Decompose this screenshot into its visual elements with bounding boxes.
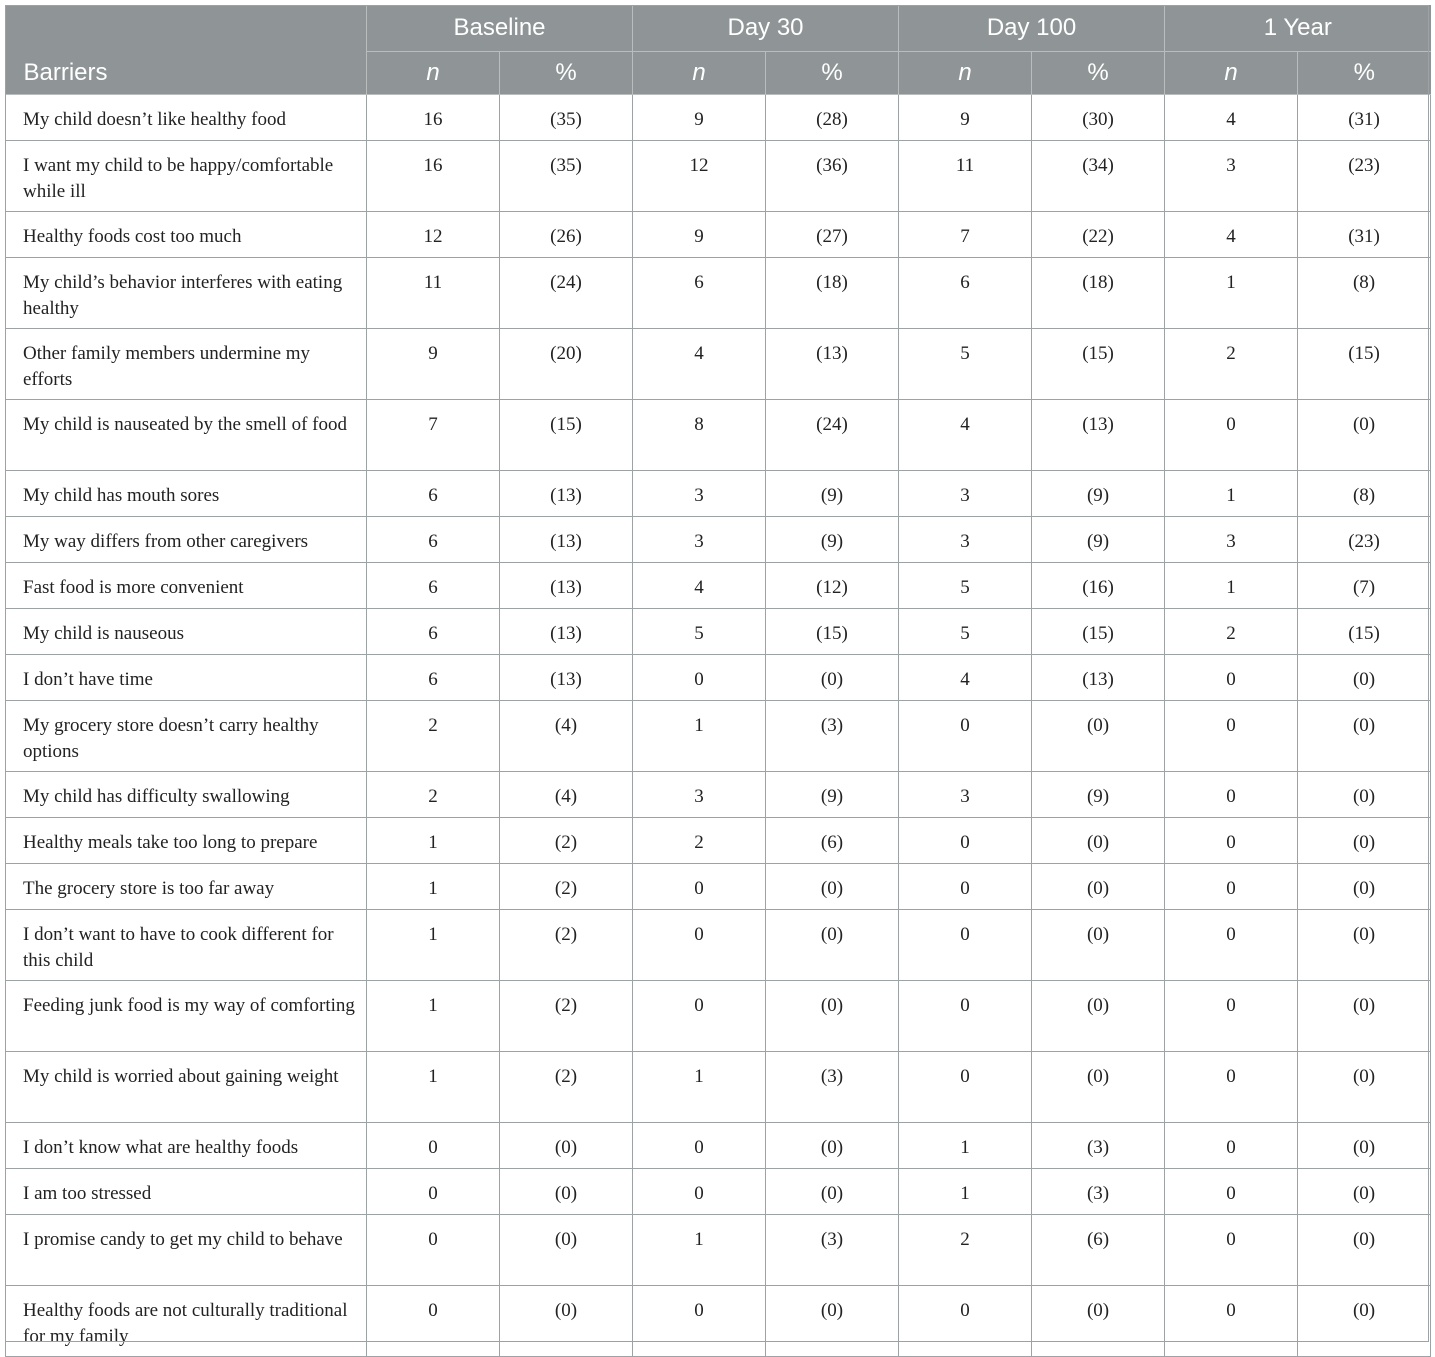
count-cell: 4 [1165, 95, 1298, 141]
count-cell: 3 [633, 471, 766, 517]
count-cell: 2 [367, 701, 500, 772]
percent-cell: (0) [766, 1169, 899, 1215]
count-cell: 0 [899, 701, 1032, 772]
subheader-n: n [1165, 52, 1298, 95]
percent-cell: (15) [1032, 329, 1165, 400]
percent-cell: (0) [500, 1215, 633, 1286]
percent-cell: (34) [1032, 141, 1165, 212]
percent-cell: (0) [766, 1286, 899, 1357]
table-row [6, 400, 1431, 471]
percent-cell: (13) [500, 471, 633, 517]
percent-cell: (0) [1298, 981, 1431, 1052]
percent-cell: (0) [766, 1123, 899, 1169]
count-cell: 3 [633, 772, 766, 818]
percent-cell: (2) [500, 1052, 633, 1123]
count-cell: 8 [633, 400, 766, 471]
count-cell: 2 [1165, 609, 1298, 655]
percent-cell: (18) [1032, 258, 1165, 329]
count-cell: 0 [899, 1286, 1032, 1357]
percent-cell: (0) [1298, 772, 1431, 818]
count-cell: 0 [633, 1123, 766, 1169]
table-row [6, 609, 1431, 655]
percent-cell: (24) [500, 258, 633, 329]
percent-cell: (13) [766, 329, 899, 400]
percent-cell: (0) [1298, 1215, 1431, 1286]
percent-cell: (0) [1298, 1286, 1431, 1357]
count-cell: 3 [899, 471, 1032, 517]
count-cell: 12 [367, 212, 500, 258]
table-row [6, 910, 1431, 981]
count-cell: 9 [899, 95, 1032, 141]
percent-cell: (2) [500, 910, 633, 981]
barrier-label: My child’s behavior interferes with eating healthy [6, 258, 367, 329]
percent-cell: (13) [1032, 655, 1165, 701]
count-cell: 2 [633, 818, 766, 864]
percent-cell: (0) [500, 1286, 633, 1357]
count-cell: 7 [367, 400, 500, 471]
count-cell: 4 [1165, 212, 1298, 258]
count-cell: 9 [633, 95, 766, 141]
percent-cell: (0) [1298, 701, 1431, 772]
group-header-day-30: Day 30 [633, 5, 899, 52]
barrier-label: I don’t want to have to cook different for this child [6, 910, 367, 981]
percent-cell: (0) [1298, 1169, 1431, 1215]
table-row [6, 1215, 1431, 1286]
barrier-label: Other family members undermine my efforts [6, 329, 367, 400]
percent-cell: (30) [1032, 95, 1165, 141]
barriers-table [5, 5, 1431, 1357]
table-body [6, 95, 1431, 1357]
table-row [6, 329, 1431, 400]
count-cell: 3 [899, 517, 1032, 563]
barrier-label: The grocery store is too far away [6, 864, 367, 910]
count-cell: 5 [899, 609, 1032, 655]
count-cell: 1 [367, 818, 500, 864]
barrier-label: I promise candy to get my child to behave [6, 1215, 367, 1286]
count-cell: 0 [633, 910, 766, 981]
percent-cell: (0) [1032, 1052, 1165, 1123]
percent-cell: (35) [500, 95, 633, 141]
count-cell: 5 [899, 329, 1032, 400]
percent-cell: (0) [1032, 1286, 1165, 1357]
count-cell: 0 [633, 864, 766, 910]
count-cell: 0 [1165, 864, 1298, 910]
count-cell: 1 [633, 701, 766, 772]
count-cell: 12 [633, 141, 766, 212]
table-row [6, 1052, 1431, 1123]
percent-cell: (8) [1298, 471, 1431, 517]
count-cell: 6 [367, 563, 500, 609]
percent-cell: (3) [766, 1052, 899, 1123]
count-cell: 0 [1165, 818, 1298, 864]
count-cell: 0 [367, 1286, 500, 1357]
table-row [6, 1286, 1431, 1357]
count-cell: 2 [899, 1215, 1032, 1286]
count-cell: 0 [367, 1215, 500, 1286]
count-cell: 0 [899, 910, 1032, 981]
count-cell: 1 [633, 1215, 766, 1286]
barriers-column-header: Barriers [6, 5, 367, 95]
count-cell: 7 [899, 212, 1032, 258]
barrier-label: Fast food is more convenient [6, 563, 367, 609]
percent-cell: (0) [1032, 864, 1165, 910]
percent-cell: (13) [500, 517, 633, 563]
percent-cell: (0) [1298, 910, 1431, 981]
percent-cell: (20) [500, 329, 633, 400]
table-row [6, 141, 1431, 212]
table-row [6, 212, 1431, 258]
table-row [6, 981, 1431, 1052]
count-cell: 1 [367, 910, 500, 981]
percent-cell: (3) [1032, 1169, 1165, 1215]
barrier-label: I want my child to be happy/comfortable while ill [6, 141, 367, 212]
percent-cell: (31) [1298, 212, 1431, 258]
count-cell: 16 [367, 141, 500, 212]
barrier-label: My way differs from other caregivers [6, 517, 367, 563]
subheader-percent: % [766, 52, 899, 95]
count-cell: 0 [367, 1169, 500, 1215]
percent-cell: (8) [1298, 258, 1431, 329]
count-cell: 0 [899, 1052, 1032, 1123]
percent-cell: (15) [500, 400, 633, 471]
percent-cell: (0) [766, 981, 899, 1052]
percent-cell: (26) [500, 212, 633, 258]
count-cell: 1 [899, 1169, 1032, 1215]
count-cell: 3 [633, 517, 766, 563]
percent-cell: (0) [500, 1169, 633, 1215]
subheader-percent: % [500, 52, 633, 95]
count-cell: 0 [1165, 910, 1298, 981]
subheader-n: n [367, 52, 500, 95]
count-cell: 9 [633, 212, 766, 258]
count-cell: 0 [1165, 1123, 1298, 1169]
count-cell: 0 [1165, 1215, 1298, 1286]
count-cell: 0 [1165, 1052, 1298, 1123]
percent-cell: (23) [1298, 141, 1431, 212]
percent-cell: (2) [500, 818, 633, 864]
count-cell: 0 [1165, 1286, 1298, 1357]
count-cell: 0 [899, 818, 1032, 864]
barrier-label: Healthy foods are not culturally traditional for my family [6, 1286, 367, 1357]
subheader-n: n [899, 52, 1032, 95]
table-row [6, 471, 1431, 517]
count-cell: 0 [633, 981, 766, 1052]
percent-cell: (13) [500, 655, 633, 701]
percent-cell: (7) [1298, 563, 1431, 609]
count-cell: 1 [367, 864, 500, 910]
count-cell: 0 [1165, 981, 1298, 1052]
percent-cell: (0) [766, 655, 899, 701]
percent-cell: (3) [766, 1215, 899, 1286]
count-cell: 0 [899, 864, 1032, 910]
percent-cell: (0) [1298, 1123, 1431, 1169]
percent-cell: (13) [500, 609, 633, 655]
percent-cell: (18) [766, 258, 899, 329]
percent-cell: (9) [766, 471, 899, 517]
subheader-percent: % [1032, 52, 1165, 95]
barrier-label: My child is nauseous [6, 609, 367, 655]
count-cell: 0 [1165, 772, 1298, 818]
percent-cell: (0) [1032, 910, 1165, 981]
barrier-label: My child has difficulty swallowing [6, 772, 367, 818]
percent-cell: (15) [1298, 329, 1431, 400]
percent-cell: (35) [500, 141, 633, 212]
count-cell: 3 [899, 772, 1032, 818]
count-cell: 2 [1165, 329, 1298, 400]
percent-cell: (27) [766, 212, 899, 258]
count-cell: 1 [1165, 563, 1298, 609]
barrier-label: I don’t know what are healthy foods [6, 1123, 367, 1169]
count-cell: 4 [633, 329, 766, 400]
count-cell: 1 [633, 1052, 766, 1123]
table-row [6, 517, 1431, 563]
percent-cell: (6) [1032, 1215, 1165, 1286]
percent-cell: (23) [1298, 517, 1431, 563]
percent-cell: (2) [500, 981, 633, 1052]
table-row [6, 864, 1431, 910]
table-row [6, 1123, 1431, 1169]
count-cell: 0 [633, 1286, 766, 1357]
percent-cell: (9) [1032, 517, 1165, 563]
subheader-n: n [633, 52, 766, 95]
percent-cell: (3) [1032, 1123, 1165, 1169]
percent-cell: (31) [1298, 95, 1431, 141]
count-cell: 0 [1165, 400, 1298, 471]
count-cell: 0 [899, 981, 1032, 1052]
percent-cell: (4) [500, 772, 633, 818]
subheader-percent: % [1298, 52, 1431, 95]
group-header-1-year: 1 Year [1165, 5, 1431, 52]
count-cell: 0 [633, 655, 766, 701]
percent-cell: (13) [1032, 400, 1165, 471]
count-cell: 1 [1165, 471, 1298, 517]
percent-cell: (9) [766, 772, 899, 818]
count-cell: 16 [367, 95, 500, 141]
count-cell: 4 [899, 655, 1032, 701]
percent-cell: (12) [766, 563, 899, 609]
percent-cell: (0) [1298, 655, 1431, 701]
percent-cell: (0) [1032, 818, 1165, 864]
percent-cell: (22) [1032, 212, 1165, 258]
percent-cell: (36) [766, 141, 899, 212]
count-cell: 5 [633, 609, 766, 655]
percent-cell: (24) [766, 400, 899, 471]
count-cell: 4 [633, 563, 766, 609]
table-row [6, 655, 1431, 701]
percent-cell: (0) [766, 864, 899, 910]
count-cell: 1 [367, 1052, 500, 1123]
percent-cell: (0) [1298, 864, 1431, 910]
percent-cell: (15) [1298, 609, 1431, 655]
percent-cell: (0) [500, 1123, 633, 1169]
count-cell: 6 [367, 609, 500, 655]
table-row [6, 701, 1431, 772]
percent-cell: (0) [1298, 400, 1431, 471]
table-row [6, 563, 1431, 609]
count-cell: 5 [899, 563, 1032, 609]
count-cell: 11 [367, 258, 500, 329]
percent-cell: (28) [766, 95, 899, 141]
count-cell: 0 [367, 1123, 500, 1169]
count-cell: 3 [1165, 517, 1298, 563]
count-cell: 1 [367, 981, 500, 1052]
percent-cell: (16) [1032, 563, 1165, 609]
count-cell: 1 [1165, 258, 1298, 329]
barrier-label: My child has mouth sores [6, 471, 367, 517]
count-cell: 1 [899, 1123, 1032, 1169]
percent-cell: (0) [766, 910, 899, 981]
percent-cell: (15) [1032, 609, 1165, 655]
percent-cell: (9) [1032, 772, 1165, 818]
barrier-label: My child doesn’t like healthy food [6, 95, 367, 141]
count-cell: 4 [899, 400, 1032, 471]
percent-cell: (0) [1298, 818, 1431, 864]
percent-cell: (9) [766, 517, 899, 563]
barrier-label: Healthy meals take too long to prepare [6, 818, 367, 864]
percent-cell: (6) [766, 818, 899, 864]
count-cell: 2 [367, 772, 500, 818]
group-header-baseline: Baseline [367, 5, 633, 52]
table-row [6, 818, 1431, 864]
count-cell: 0 [1165, 701, 1298, 772]
count-cell: 0 [633, 1169, 766, 1215]
percent-cell: (3) [766, 701, 899, 772]
percent-cell: (4) [500, 701, 633, 772]
count-cell: 3 [1165, 141, 1298, 212]
count-cell: 6 [899, 258, 1032, 329]
percent-cell: (15) [766, 609, 899, 655]
table-header [6, 5, 1431, 95]
barrier-label: I am too stressed [6, 1169, 367, 1215]
barrier-label: My child is worried about gaining weight [6, 1052, 367, 1123]
percent-cell: (0) [1032, 981, 1165, 1052]
count-cell: 0 [1165, 655, 1298, 701]
table-row [6, 1169, 1431, 1215]
percent-cell: (0) [1032, 701, 1165, 772]
table-row [6, 95, 1431, 141]
group-header-day-100: Day 100 [899, 5, 1165, 52]
barrier-label: I don’t have time [6, 655, 367, 701]
barrier-label: Feeding junk food is my way of comforting [6, 981, 367, 1052]
percent-cell: (0) [1298, 1052, 1431, 1123]
count-cell: 6 [367, 655, 500, 701]
count-cell: 6 [633, 258, 766, 329]
barrier-label: My grocery store doesn’t carry healthy options [6, 701, 367, 772]
percent-cell: (9) [1032, 471, 1165, 517]
count-cell: 0 [1165, 1169, 1298, 1215]
barrier-label: My child is nauseated by the smell of food [6, 400, 367, 471]
table-row [6, 258, 1431, 329]
barrier-label: Healthy foods cost too much [6, 212, 367, 258]
count-cell: 6 [367, 517, 500, 563]
count-cell: 6 [367, 471, 500, 517]
count-cell: 11 [899, 141, 1032, 212]
percent-cell: (2) [500, 864, 633, 910]
percent-cell: (13) [500, 563, 633, 609]
count-cell: 9 [367, 329, 500, 400]
table-row [6, 772, 1431, 818]
